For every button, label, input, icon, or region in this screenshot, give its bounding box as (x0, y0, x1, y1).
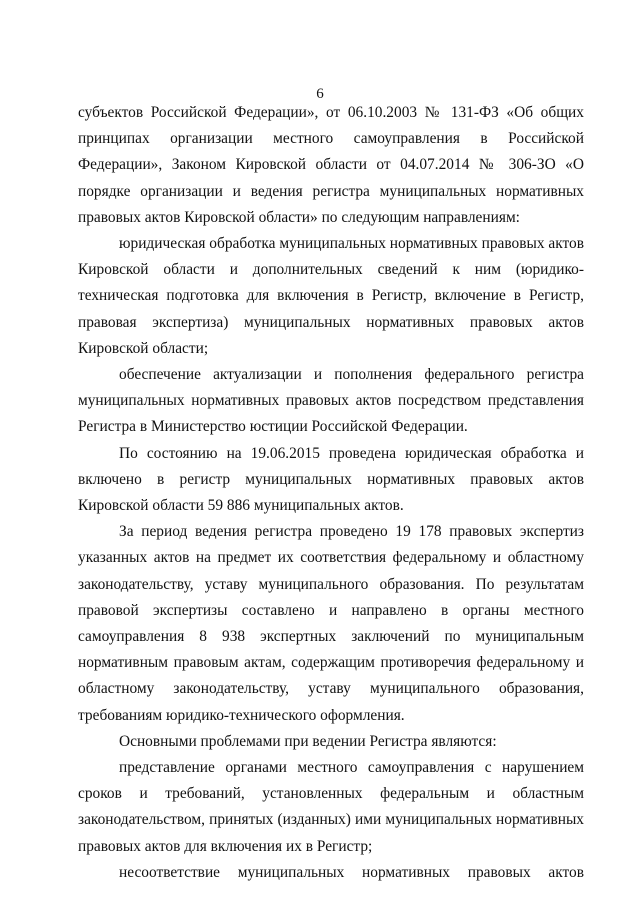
paragraph-problem-nonconformity: несоответствие муниципальных нормативных правовых актов (119, 863, 584, 881)
paragraph-problem-deadlines: представление органами местного самоуправления с нарушением сроков и требований, установленных федеральным и областным законодательством, принятых (изданных) ими муниципальных нормативных правовых актов для включения их в Регистр; (78, 759, 584, 855)
paragraph-federal-register: обеспечение актуализации и пополнения федерального регистра муниципальных нормативных правовых актов посредством представления Регистра в Министерство юстиции Российской Федерации. (78, 366, 584, 436)
paragraph-expertise: За период ведения регистра проведено 19 178 правовых экспертиз указанных актов на предмет их соответствия федеральному и областному законодательству, уставу муниципального образования. По результатам правовой экспертизы составлено и направлено в органы местного самоуправления 8 938 экспертных заключений по муниципальным нормативным правовым актам, содержащим противоречия федеральному и областному законодательству, уставу муниципального образования, требованиям юридико-технического оформления. (78, 523, 584, 724)
paragraph-legal-processing: юридическая обработка муниципальных нормативных правовых актов Кировской области и дополнительных сведений к ним (юридико-техническая подготовка для включения в Регистр, включение в Регистр, правовая экспертиза) муниципальных нормативных правовых актов Кировской области; (78, 235, 584, 357)
paragraph-continuation: субъектов Российской Федерации», от 06.10.2003 № 131-ФЗ «Об общих принципах организации местного самоуправления в Российской Федерации», Законом Кировской области от 04.07.2014 № 306-ЗО «О порядке организации и ведения регистра муниципальных нормативных правовых актов Кировской области» по следующим направлениям: (78, 104, 584, 226)
document-body (78, 100, 584, 886)
paragraph-problems-heading: Основными проблемами при ведении Регистра являются: (119, 732, 497, 750)
page-number: 6 (316, 86, 324, 102)
paragraph-status-date: По состоянию на 19.06.2015 проведена юридическая обработка и включено в регистр муниципальных нормативных правовых актов Кировской области 59 886 муниципальных актов. (78, 444, 584, 515)
